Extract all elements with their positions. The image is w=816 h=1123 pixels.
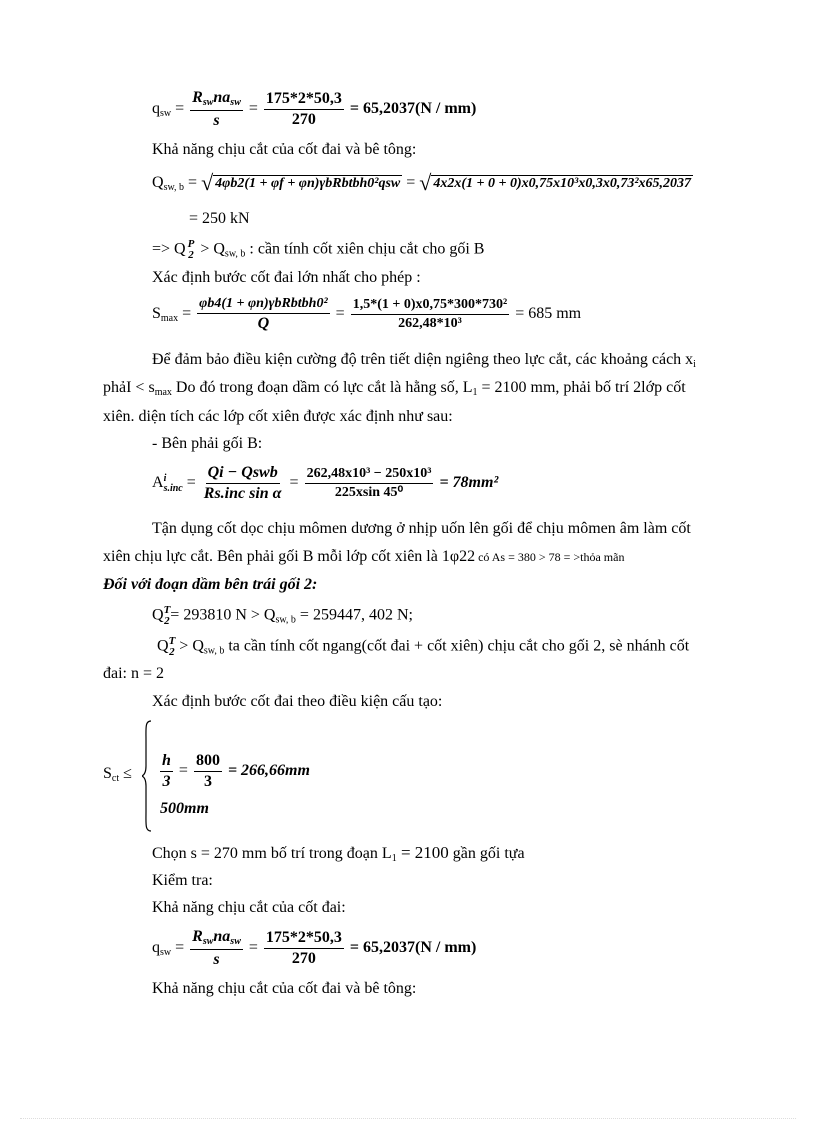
formula-q2-left (152, 605, 413, 627)
denominator: s (213, 112, 220, 129)
equals: = (402, 174, 420, 191)
denominator: 262,48*10³ (398, 316, 462, 331)
denominator: 270 (291, 950, 316, 967)
fraction-rsw (190, 929, 243, 968)
text: Chọn s = 270 mm bố trí trong đoạn L (152, 845, 392, 862)
a-symbol: A (152, 474, 164, 492)
equals: = (184, 174, 202, 191)
sub: 1 (391, 853, 397, 864)
sct-case-1 (158, 753, 310, 790)
result: = 685 mm (511, 305, 582, 323)
denominator: 2 (169, 646, 175, 658)
numerator: 175*2*50,3 (264, 91, 344, 110)
text: Do đó trong đoạn dầm có lực cắt là hằng số, L (171, 379, 473, 396)
numerator (190, 90, 243, 111)
section-heading: Đối với đoạn dầm bên trái gối 2: (103, 576, 318, 593)
sup: i (163, 472, 167, 484)
equals: = (244, 939, 262, 957)
text: > Q (175, 637, 204, 655)
text: phảI < s (103, 379, 155, 396)
fraction-numeric (264, 930, 344, 967)
text: = 2100 (396, 843, 449, 862)
equals: = (174, 762, 192, 780)
q-symbol: Q (152, 606, 164, 624)
result: = 65,2037(N / mm) (345, 100, 477, 118)
text-chon-s (152, 844, 525, 864)
denominator: 2 (164, 615, 170, 627)
fraction-numeric (264, 91, 344, 128)
radicand: 4x2x(1 + 0 + 0)x0,75x10³x0,3x0,73²x65,2037 (433, 176, 692, 191)
text-kha-nang-1: Khả năng chịu cắt của cốt đai và bê tông: (152, 141, 417, 158)
para1-line2 (103, 380, 686, 398)
denominator: Rs.inc sin α (203, 485, 282, 502)
sub: sw, b (224, 248, 246, 260)
text: = 2100 mm, phải bố trí 2lớp cốt (477, 379, 686, 396)
s-symbol: S (152, 305, 161, 323)
sub: s.inc (163, 482, 183, 494)
denominator: Q (257, 315, 270, 332)
numerator: 262,48x10³ − 250x10³ (305, 467, 434, 484)
s-symbol: S (103, 765, 112, 782)
num-part: R (192, 928, 203, 945)
q-text: => Q (152, 240, 186, 258)
formula-qsw-1 (152, 90, 476, 129)
le: ≤ (119, 765, 132, 782)
qsw-symbol: q (152, 100, 160, 118)
text: Để đảm bảo điều kiện cường độ trên tiết diện ngiêng theo lực cắt, các khoảng cách x (152, 351, 694, 368)
numerator: P (187, 238, 195, 250)
q-symbol: Q (152, 174, 164, 191)
qsw-sub: sw (160, 947, 172, 959)
sub: sw, b (203, 645, 225, 657)
para1-line1 (152, 352, 696, 370)
compare: > Q (196, 240, 225, 258)
num-sub: sw (202, 97, 214, 108)
formula-smax (152, 297, 581, 332)
text-dai-n2: đai: n = 2 (103, 665, 165, 682)
numerator: T (163, 604, 171, 616)
sub: 1 (472, 387, 478, 398)
result: = 266,66mm (223, 762, 310, 780)
qsw-sub: sw (160, 108, 172, 120)
text: : cần tính cốt xiên chịu cắt cho gối B (245, 240, 485, 258)
text-kiem-tra: Kiểm tra: (152, 872, 213, 889)
equals: = (171, 100, 189, 118)
radicand: 4φb2(1 + φf + φn)γbRbtbh0²qsw (215, 176, 401, 191)
s-sub: max (160, 313, 179, 325)
text-kha-nang-3: Khả năng chịu cắt của cốt đai và bê tông: (152, 980, 417, 997)
fraction-800-3 (194, 753, 222, 790)
numerator: T (168, 635, 176, 647)
formula-q2-condition (157, 636, 689, 658)
num-part: R (192, 89, 203, 106)
numerator: Qi − Qswb (206, 465, 280, 484)
numerator: 1,5*(1 + 0)x0,75*300*730² (351, 298, 510, 315)
numerator: φb4(1 + φn)γbRbtbh0² (197, 297, 330, 314)
num-sub: sw (202, 936, 214, 947)
text: = 293810 N > Q (170, 606, 276, 624)
text-small: có As = 380 > 78 = >thỏa mãn (475, 550, 625, 564)
sct-case-2: 500mm (160, 800, 209, 817)
page-bottom-divider (20, 1118, 796, 1119)
sub: i (693, 359, 696, 370)
text-xac-dinh-1: Xác định bước cốt đai lớn nhất cho phép : (152, 269, 421, 286)
numerator: 800 (194, 753, 222, 772)
qsw-symbol: q (152, 939, 160, 957)
fraction-symbolic (202, 465, 284, 502)
left-brace-icon (142, 720, 152, 832)
text: gần gối tựa (448, 845, 525, 862)
sub: max (154, 387, 172, 398)
formula-qsw-2 (152, 929, 476, 968)
numerator: h (160, 753, 173, 772)
fraction-numeric (305, 467, 434, 500)
fraction-rsw (190, 90, 243, 129)
denominator: 2 (188, 249, 194, 261)
equals: = (182, 474, 200, 492)
fraction-symbolic (197, 297, 330, 332)
radical-icon: √ (201, 170, 214, 195)
equals: = (178, 305, 196, 323)
denominator: 225xsin 45⁰ (334, 485, 404, 500)
condition-line (152, 239, 484, 261)
result-250: = 250 kN (189, 210, 250, 227)
text: ta cần tính cốt ngang(cốt đai + cốt xiên) chịu cắt cho gối 2, sè nhánh cốt (224, 637, 690, 655)
denominator: 3 (203, 773, 212, 790)
equals: = (244, 100, 262, 118)
text-ben-phai: - Bên phải gối B: (152, 435, 263, 452)
numerator (190, 929, 243, 950)
text: = 259447, 402 N; (295, 606, 413, 624)
a-indices (164, 474, 183, 494)
num-mid: na (213, 89, 231, 106)
text: xiên chịu lực cắt. Bên phải gối B mỗi lớp cốt xiên là 1φ22 (103, 548, 476, 565)
para2-line2 (103, 549, 624, 565)
fraction-numeric (351, 298, 510, 331)
denominator: s (213, 951, 220, 968)
formula-qswb (152, 172, 693, 194)
text-xac-dinh-2: Xác định bước cốt đai theo điều kiện cấu tạo: (152, 693, 443, 710)
q-symbol: Q (157, 637, 169, 655)
s-sub: ct (111, 773, 120, 784)
radical-icon: √ (419, 170, 432, 195)
equals: = (285, 474, 303, 492)
num-mid: na (213, 928, 231, 945)
num-sub2: sw (230, 936, 241, 947)
sct-label (103, 766, 132, 784)
equals: = (331, 305, 349, 323)
para2-line1: Tận dụng cốt dọc chịu mômen dương ở nhịp uốn lên gối để chịu mômen âm làm cốt (152, 520, 691, 537)
num-sub2: sw (230, 97, 241, 108)
para1-line3: xiên. diện tích các lớp cốt xiên được xác định như sau: (103, 408, 453, 425)
q-sub: sw, b (163, 182, 185, 193)
equals: = (171, 939, 189, 957)
denominator: 270 (291, 111, 316, 128)
formula-asinc (152, 465, 498, 502)
numerator: 175*2*50,3 (264, 930, 344, 949)
sub: sw, b (275, 614, 296, 626)
fraction-h3 (160, 753, 173, 790)
text-kha-nang-2: Khả năng chịu cắt của cốt đai: (152, 899, 346, 916)
result: = 65,2037(N / mm) (345, 939, 477, 957)
fraction-p2 (188, 239, 195, 261)
result: = 78mm² (435, 474, 499, 492)
denominator: 3 (162, 773, 171, 790)
